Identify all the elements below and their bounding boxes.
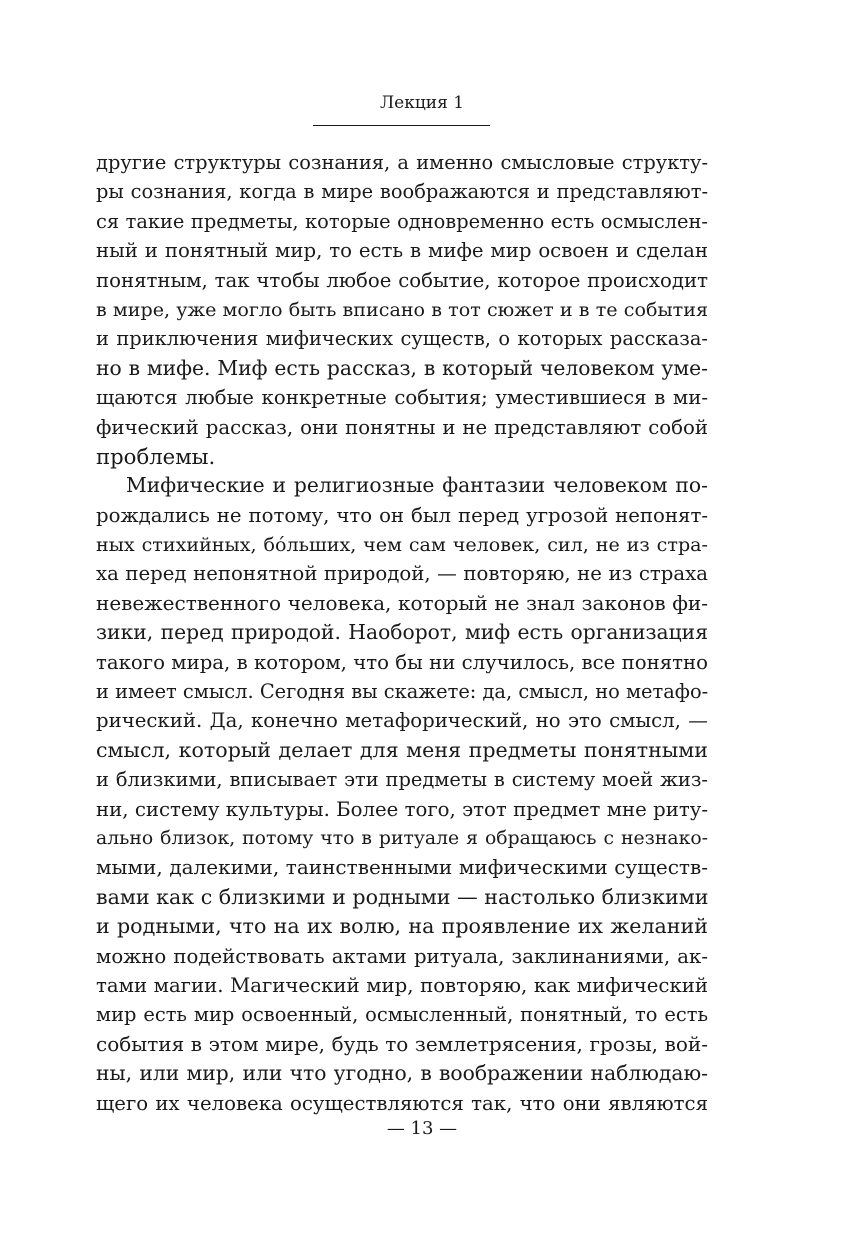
- text-line: ных стихийных, бóльших, чем сам человек, сил, не из стра-: [96, 533, 708, 557]
- text-line: рождались не потому, что он был перед угрозой непонят-: [96, 503, 708, 527]
- text-line: но в мифе. Миф есть рассказ, в который человеком уме-: [96, 355, 708, 380]
- text-line: и приключения мифических существ, о которых рассказа-: [96, 327, 708, 351]
- text-line: и имеет смысл. Сегодня вы скажете: да, смысл, но метафо-: [96, 680, 709, 704]
- text-line: ся такие предметы, которые одновременно есть осмыслен-: [96, 209, 708, 233]
- text-line: невежественного человека, который не знал законов фи-: [96, 590, 708, 615]
- text-line: щаются любые конкретные события; уместившиеся в ми-: [96, 386, 708, 410]
- text-line: Мифические и религиозные фантазии человеком по-: [126, 473, 708, 498]
- text-line: фический рассказ, они понятны и не представляют собой: [96, 415, 708, 439]
- text-line: рический. Да, конечно метафорический, но это смысл, —: [96, 709, 708, 733]
- text-line: тами магии. Магический мир, повторяю, как мифический: [96, 973, 708, 997]
- text-line: ни, систему культуры. Более того, этот предмет мне риту-: [96, 797, 708, 821]
- text-line: и родными, что на их волю, на проявление их желаний: [96, 914, 708, 939]
- text-line: мир есть мир освоенный, осмысленный, понятный, то есть: [96, 1003, 708, 1027]
- running-header: Лекция 1: [379, 93, 465, 113]
- text-line: смысл, который делает для меня предметы понятными: [96, 737, 708, 762]
- text-line: ры сознания, когда в мире воображаются и представляют-: [96, 180, 708, 204]
- text-line: вами как с близкими и родными — настолько близкими: [96, 884, 709, 909]
- body-text: [96, 148, 708, 1118]
- text-line: события в этом мире, будь то землетрясения, грозы, вой-: [96, 1031, 708, 1056]
- text-line: можно подействовать актами ритуала, заклинаниями, ак-: [96, 944, 708, 968]
- text-line: ха перед непонятной природой, — повторяю, не из страха: [96, 562, 708, 586]
- text-line: такого мира, в котором, что бы ни случилось, все понятно: [96, 650, 708, 674]
- header-rule: [313, 125, 490, 126]
- text-line: и близкими, вписывает эти предметы в систему моей жиз-: [96, 768, 708, 792]
- text-line: щего их человека осуществляются так, что они являются: [96, 1091, 708, 1115]
- text-line: проблемы.: [96, 443, 216, 469]
- text-line: мыми, далекими, таинственными мифическими существ-: [96, 855, 708, 880]
- text-line: зики, перед природой. Наоборот, миф есть организация: [96, 620, 708, 645]
- text-line: ально близок, потому что в ритуале я обращаюсь с незнако-: [96, 827, 708, 849]
- text-line: в мире, уже могло быть вписано в тот сюжет и в те события: [96, 297, 708, 321]
- text-line: понятным, так чтобы любое событие, которое происходит: [96, 268, 708, 292]
- text-line: другие структуры сознания, а именно смысловые структу-: [96, 151, 708, 174]
- text-line: ный и понятный мир, то есть в мифе мир освоен и сделан: [96, 239, 708, 263]
- page-number: — 13 —: [386, 1118, 458, 1139]
- text-line: ны, или мир, или что угодно, в воображении наблюдаю-: [96, 1061, 708, 1086]
